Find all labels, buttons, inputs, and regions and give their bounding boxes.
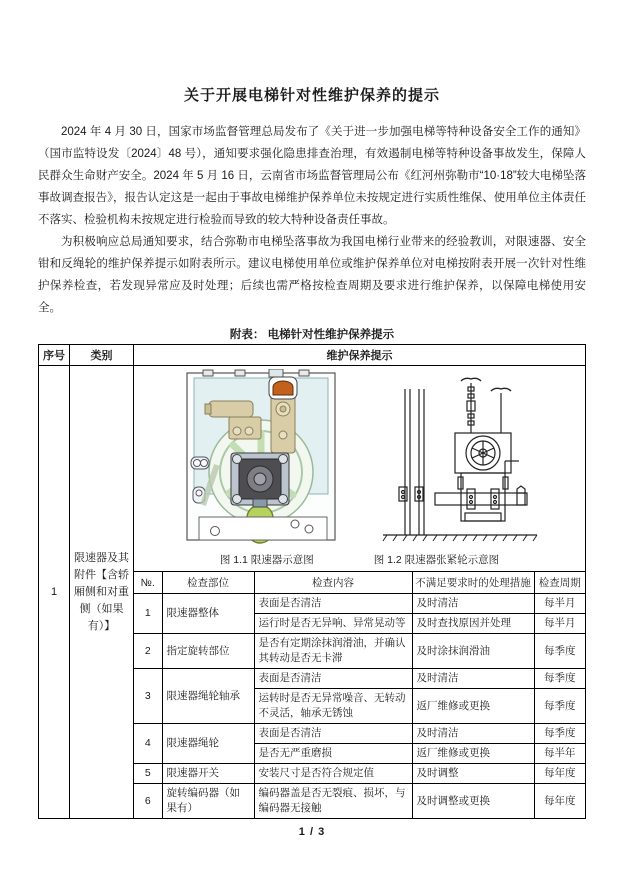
- cell-cycle: 每半月: [534, 614, 585, 634]
- cell-content: 安装尺寸是否符合规定值: [254, 764, 412, 784]
- cell-part: 限速器绳轮轴承: [162, 669, 254, 724]
- cell-action: 及时清洁: [412, 724, 534, 744]
- cell-cycle: 每年度: [534, 784, 585, 819]
- inspection-row: [134, 724, 585, 744]
- cell-action: 及时调整: [412, 764, 534, 784]
- inner-header-row: [134, 572, 585, 594]
- cell-cycle: 每季度: [534, 669, 585, 689]
- cell-part: 限速器整体: [162, 594, 254, 634]
- cell-content: 编码器盖是否无裂痕、损坏，与编码器无接触: [254, 784, 412, 819]
- cell-content: 是否有定期涂抹润滑油，并确认其转动是否无卡滞: [254, 634, 412, 669]
- cell-action: 返厂维修或更换: [412, 689, 534, 724]
- header-action: 不满足要求时的处理措施: [412, 572, 534, 594]
- tension-wheel-figure: [371, 369, 547, 544]
- cell-cycle: 每年度: [534, 764, 585, 784]
- cell-action: 及时清洁: [412, 594, 534, 614]
- cell-no: 6: [134, 784, 162, 819]
- inspection-row: [134, 764, 585, 784]
- category-cell: 限速器及其附件【含轿厢侧和对重侧（如果有）】: [70, 366, 134, 819]
- cell-no: 3: [134, 669, 162, 724]
- tips-cell: [134, 366, 586, 819]
- figure-captions: [134, 547, 585, 571]
- fig2-caption: 图 1.2 限速器张紧轮示意图: [373, 553, 500, 566]
- cell-action: 及时涂抹润滑油: [412, 634, 534, 669]
- governor-diagram-figure: [173, 369, 349, 544]
- cell-action: 及时调整或更换: [412, 784, 534, 819]
- cell-no: 1: [134, 594, 162, 634]
- page-number: 1 / 3: [298, 826, 326, 838]
- cell-part: 旋转编码器（如果有）: [162, 784, 254, 819]
- outer-body-row: [39, 366, 586, 819]
- cell-action: 及时清洁: [412, 669, 534, 689]
- inspection-row: [134, 594, 585, 614]
- paragraph-recommendation: 为积极响应总局通知要求，结合弥勒市电梯坠落事故为我国电梯行业带来的经验教训，对限速器、安全钳和反绳轮的维护保养提示如附表所示。建议电梯使用单位或维护保养单位对电梯按附表开展一次针对性维护保养检查，若发现异常应及时处理；后续也需严格按检查周期及要求进行维护保养，以保障电梯使用安全。: [38, 236, 586, 314]
- cell-content: 表面是否清洁: [254, 669, 412, 689]
- cell-part: 指定旋转部位: [162, 634, 254, 669]
- cell-cycle: 每季度: [534, 724, 585, 744]
- maintenance-table: [38, 344, 586, 819]
- cell-content: 是否无严重磨损: [254, 744, 412, 764]
- cell-action: 返厂维修或更换: [412, 744, 534, 764]
- cell-content: 表面是否清洁: [254, 724, 412, 744]
- fig1-caption: 图 1.1 限速器示意图: [219, 553, 314, 566]
- cell-cycle: 每半年: [534, 744, 585, 764]
- inspection-row: [134, 784, 585, 819]
- cell-no: 5: [134, 764, 162, 784]
- tension-wheel-diagram-icon: [375, 369, 543, 544]
- cell-cycle: 每季度: [534, 689, 585, 724]
- cell-action: 及时查找原因并处理: [412, 614, 534, 634]
- cell-content: 运行时是否无异响、异常晃动等: [254, 614, 412, 634]
- header-cycle: 检查周期: [534, 572, 585, 594]
- figure-area: [134, 366, 585, 547]
- header-no: №.: [134, 572, 162, 594]
- header-tips: 维护保养提示: [134, 345, 586, 366]
- paragraph-intro: 2024 年 4 月 30 日，国家市场监督管理总局发布了《关于进一步加强电梯等特种设备安全工作的通知》（国市监特设发〔2024〕48 号），通知要求强化隐患排查治理，有效遏制电梯等特种设备事故发生，保障人民群众生命财产安全。2024 年 5 月 16 日，云南省市场监督管理局公布《红河州弥勒市“10·18”较大电梯坠落事故调查报告》，报告认定这是一起由于事故电梯维护保养单位未按规定进行实质性维保、使用单位主体责任不落实、检验机构未按规定进行检验而导致的较大特种设备责任事故。: [38, 126, 586, 226]
- cell-cycle: 每半月: [534, 594, 585, 614]
- inspection-row: [134, 669, 585, 689]
- header-seq: 序号: [39, 345, 70, 366]
- cell-part: 限速器开关: [162, 764, 254, 784]
- cell-content: 表面是否清洁: [254, 594, 412, 614]
- cell-part: 限速器绳轮: [162, 724, 254, 764]
- header-category: 类别: [70, 345, 134, 366]
- inspection-table: [134, 571, 585, 818]
- speed-governor-diagram-icon: [173, 369, 349, 544]
- cell-content: 运转时是否无异常噪音、无转动不灵活，轴承无锈蚀: [254, 689, 412, 724]
- cell-cycle: 每季度: [534, 634, 585, 669]
- header-content: 检查内容: [254, 572, 412, 594]
- outer-header-row: [39, 345, 586, 366]
- seq-cell: 1: [39, 366, 70, 819]
- header-part: 检查部位: [162, 572, 254, 594]
- attachment-table-caption: 附表： 电梯针对性维护保养提示: [229, 329, 395, 341]
- cell-no: 2: [134, 634, 162, 669]
- inspection-row: [134, 634, 585, 669]
- cell-no: 4: [134, 724, 162, 764]
- page-title: 关于开展电梯针对性维护保养的提示: [183, 87, 440, 104]
